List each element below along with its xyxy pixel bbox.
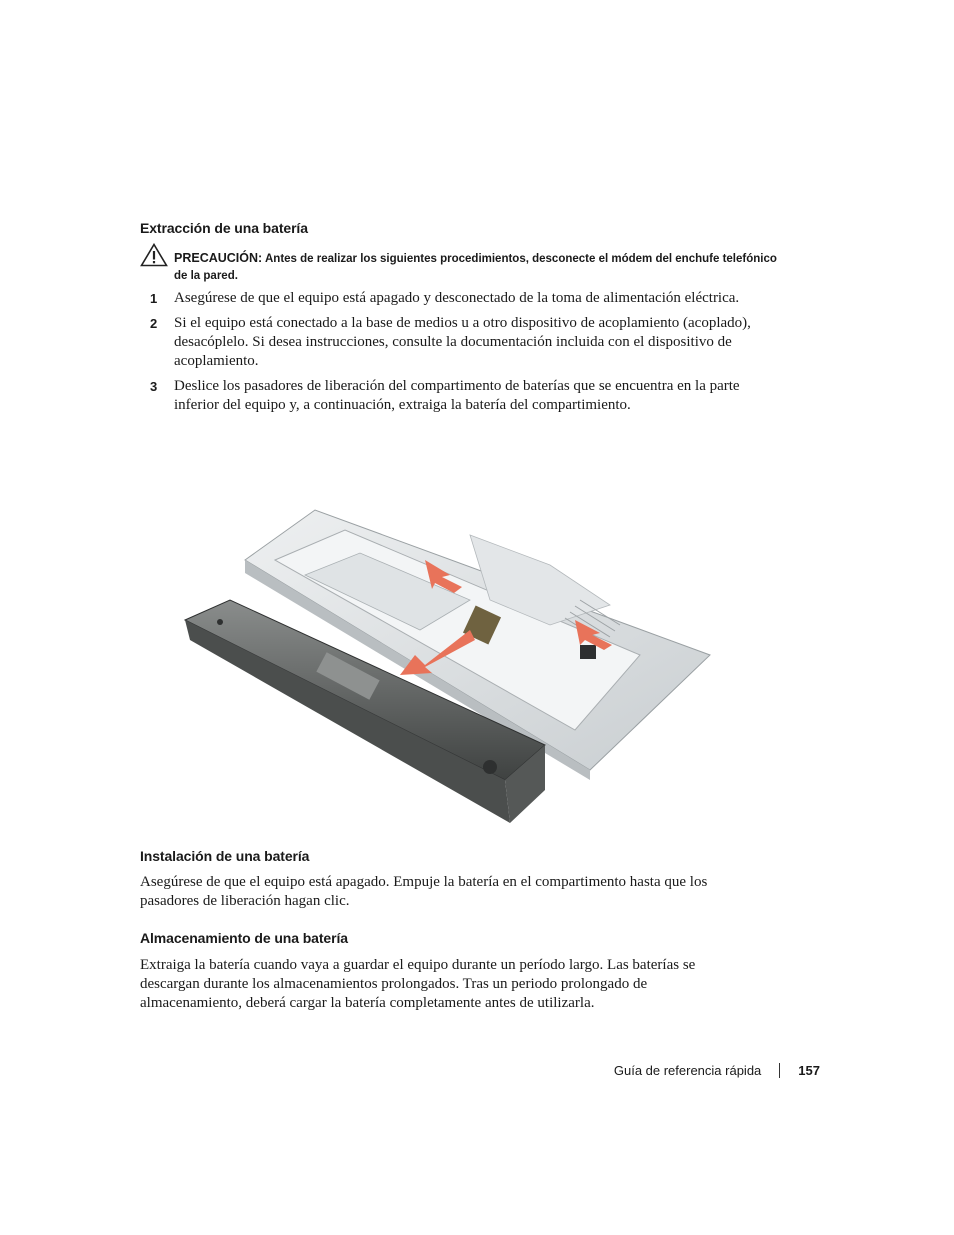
step-text: Asegúrese de que el equipo está apagado y desconectado de la toma de alimentación eléctrica. xyxy=(174,290,740,306)
heading-storage-battery: Almacenamiento de una batería xyxy=(140,930,348,946)
caution-body: Antes de realizar los siguientes procedimientos, desconecte el módem del enchufe telefónico de la pared. xyxy=(174,253,777,282)
guide-title: Guía de referencia rápida xyxy=(613,1063,762,1078)
warning-triangle-icon xyxy=(140,243,168,267)
step-number: 3 xyxy=(150,379,158,394)
storage-paragraph: Extraiga la batería cuando vaya a guardar el equipo durante un período largo. Las baterías se descargan durante los almacenamientos prolongados. Tras un periodo prolongado de almacenamiento, deberá cargar la batería completamente antes de utilizarla. xyxy=(140,957,696,1011)
page-number: 157 xyxy=(798,1063,820,1078)
list-item xyxy=(140,289,770,308)
release-latch xyxy=(580,645,596,659)
footer-divider xyxy=(779,1063,780,1078)
step-number: 2 xyxy=(150,316,158,331)
heading-remove-battery: Extracción de una batería xyxy=(140,220,308,236)
step-number: 1 xyxy=(150,291,158,306)
list-item xyxy=(140,314,770,371)
install-paragraph: Asegúrese de que el equipo está apagado. Empuje la batería en el compartimento hasta que los pasadores de liberación hagan clic. xyxy=(140,874,708,909)
caution-notice xyxy=(140,243,780,285)
list-item xyxy=(140,377,770,415)
caution-label: PRECAUCIÓN: xyxy=(174,251,263,265)
heading-install-battery: Instalación de una batería xyxy=(140,848,310,864)
step-text: Deslice los pasadores de liberación del compartimento de baterías que se encuentra en la parte inferior del equipo y, a continuación, extraiga la batería del compartimiento. xyxy=(174,378,740,413)
step-text: Si el equipo está conectado a la base de medios u a otro dispositivo de acoplamiento (acoplado), desacóplelo. Si desea instrucciones, consulte la documentación incluida con el dispositivo de acoplamiento. xyxy=(174,315,751,369)
removal-steps xyxy=(140,289,770,415)
page-footer xyxy=(614,1063,820,1078)
caution-text xyxy=(174,243,780,285)
battery-removal-illustration xyxy=(170,505,730,830)
